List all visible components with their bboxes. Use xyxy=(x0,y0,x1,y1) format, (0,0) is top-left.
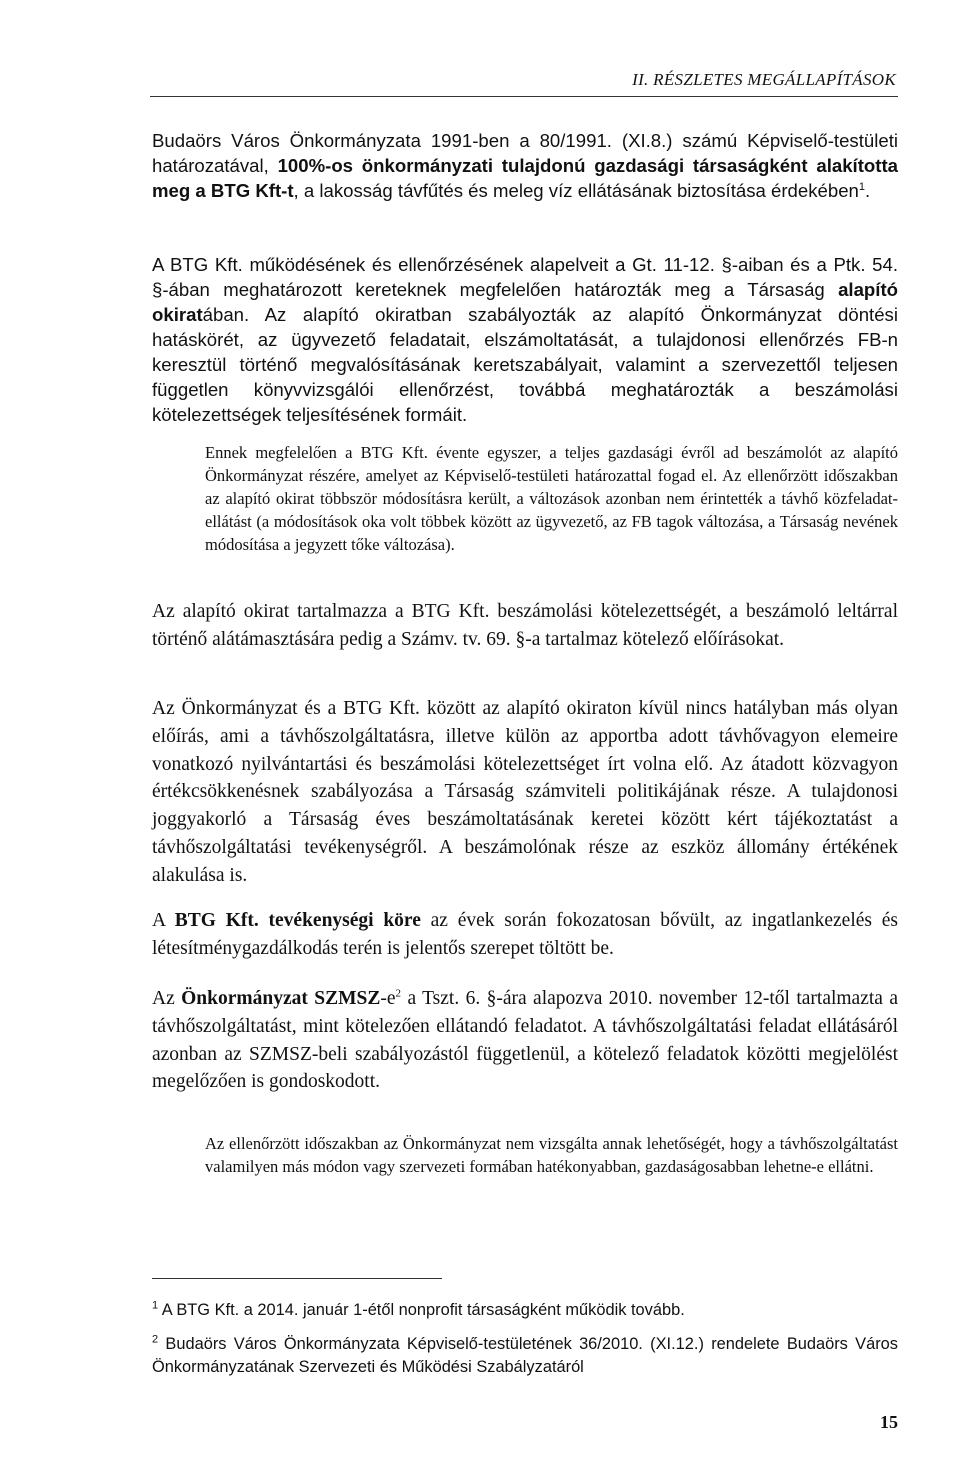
p1-bold: 100%-os önkormányzati tulajdonú gazdasági társaságként alakította meg a BTG Kft-t xyxy=(152,155,898,201)
p7-text-a: Az xyxy=(152,988,182,1009)
footnote-ref-2[interactable]: 2 xyxy=(395,987,402,1000)
p2-text-a: A BTG Kft. működésének és ellenőrzésének alapelveit a Gt. 11-12. §-aiban és a Ptk. 54. §-ában meghatározott kereteknek megfelelően határozták meg a Társaság xyxy=(152,254,898,300)
paragraph-1 xyxy=(152,128,898,203)
p7-bold: Önkormányzat SZMSZ xyxy=(181,988,381,1009)
p7-text-d: a Tszt. 6. §-ára alapozva 2010. november 12-től tartalmazta a távhőszolgáltatást, mint kötelezően ellátandó feladatot. A távhőszolgáltatási feladat ellátásáról azonban az SZMSZ-beli szabályozástól függetlenül, a kötelező feladatok közötti megjelölést megelőzően is gondoskodott. xyxy=(152,988,898,1093)
footnote-ref-1[interactable]: 1 xyxy=(858,180,866,193)
paragraph-4: Az alapító okirat tartalmazza a BTG Kft. beszámolási kötelezettségét, a beszámoló leltárral történő alátámasztására pedig a Számv. tv. 69. §-a tartalmaz kötelező előírásokat. xyxy=(152,601,898,650)
footnote-rule xyxy=(152,1278,442,1279)
p2-text-c: ában. Az alapító okiratban szabályozták az alapító Önkormányzat döntési hatáskörét, az ügyvezető feladatait, elszámoltatását, a tulajdonosi ellenőrzés FB-n keresztül történő megvalósításának keretszabályait, valamint a szervezettől teljesen független könyvvizsgálói ellenőrzést, továbbá meghatározták a beszámolási kötelezettségek teljesítésének formáit. xyxy=(152,304,898,425)
paragraph-7 xyxy=(152,985,898,1096)
p6-bold: BTG Kft. tevékenységi köre xyxy=(174,910,421,931)
footnote-1-number: 1 xyxy=(152,1299,159,1312)
p2-bold: alapító okirat xyxy=(152,279,898,325)
footnote-2 xyxy=(152,1333,898,1379)
footnote-1 xyxy=(152,1299,898,1322)
p1-text-a: Budaörs Város Önkormányzata 1991-ben a 80/1991. (XI.8.) számú Képviselő-testületi határozatával, xyxy=(152,130,898,176)
paragraph-8: Az ellenőrzött időszakban az Önkormányzat nem vizsgálta annak lehetőségét, hogy a távhőszolgáltatást valamilyen más módon vagy szervezeti formában hatékonyabban, gazdaságosabban lehetne-e ellátni. xyxy=(205,1134,898,1176)
paragraph-6 xyxy=(152,907,898,963)
paragraph-3: Ennek megfelelően a BTG Kft. évente egyszer, a teljes gazdasági évről ad beszámolót az alapító Önkormányzat részére, amelyet az Képviselő-testületi határozattal fogad el. Az ellenőrzött időszakban az alapító okirat többször módosításra került, a változások azonban nem érintették a távhő közfeladat-ellátást (a módosítások oka volt többek között az ügyvezető, az FB tagok változása, a Társaság nevének módosítása a jegyzett tőke változása). xyxy=(205,443,898,554)
section-header: II. RÉSZLETES MEGÁLLAPÍTÁSOK xyxy=(632,70,896,89)
paragraph-5: Az Önkormányzat és a BTG Kft. között az alapító okiraton kívül nincs hatályban más olyan előírás, ami a távhőszolgáltatásra, illetve külön az apportba adott távhővagyon elemeire vonatkozó nyilvántartási és beszámolási kötelezettséget írt volna elő. Az átadott közvagyon értékcsökkenésnek szabályozása a Társaság számviteli politikájának része. A tulajdonosi joggyakorló a Társaság éves beszámoltatásának keretei között kért tájékoztatást a távhőszolgáltatási tevékenységről. A beszámolónak része az eszköz állomány értékének alakulása is. xyxy=(152,698,898,886)
p6-text-a: A xyxy=(152,910,175,931)
footnote-1-text: A BTG Kft. a 2014. január 1-étől nonprofit társaságként működik tovább. xyxy=(161,1301,685,1319)
footnote-2-text: Budaörs Város Önkormányzata Képviselő-testületének 36/2010. (XI.12.) rendelete Budaörs Város Önkormányzatának Szervezeti és Működési Szabályzatáról xyxy=(152,1335,898,1376)
header-rule xyxy=(150,96,898,97)
p1-text-d: . xyxy=(865,180,871,201)
p7-text-c: -e xyxy=(380,988,396,1009)
paragraph-2 xyxy=(152,252,898,427)
p6-text-c: az évek során fokozatosan bővült, az ingatlankezelés és létesítménygazdálkodás terén is jelentős szerepet töltött be. xyxy=(152,910,899,959)
page-number: 15 xyxy=(880,1412,898,1432)
p1-text-c: , a lakosság távfűtés és meleg víz ellátásának biztosítása érdekében xyxy=(293,180,859,201)
footnote-2-number: 2 xyxy=(152,1333,159,1346)
